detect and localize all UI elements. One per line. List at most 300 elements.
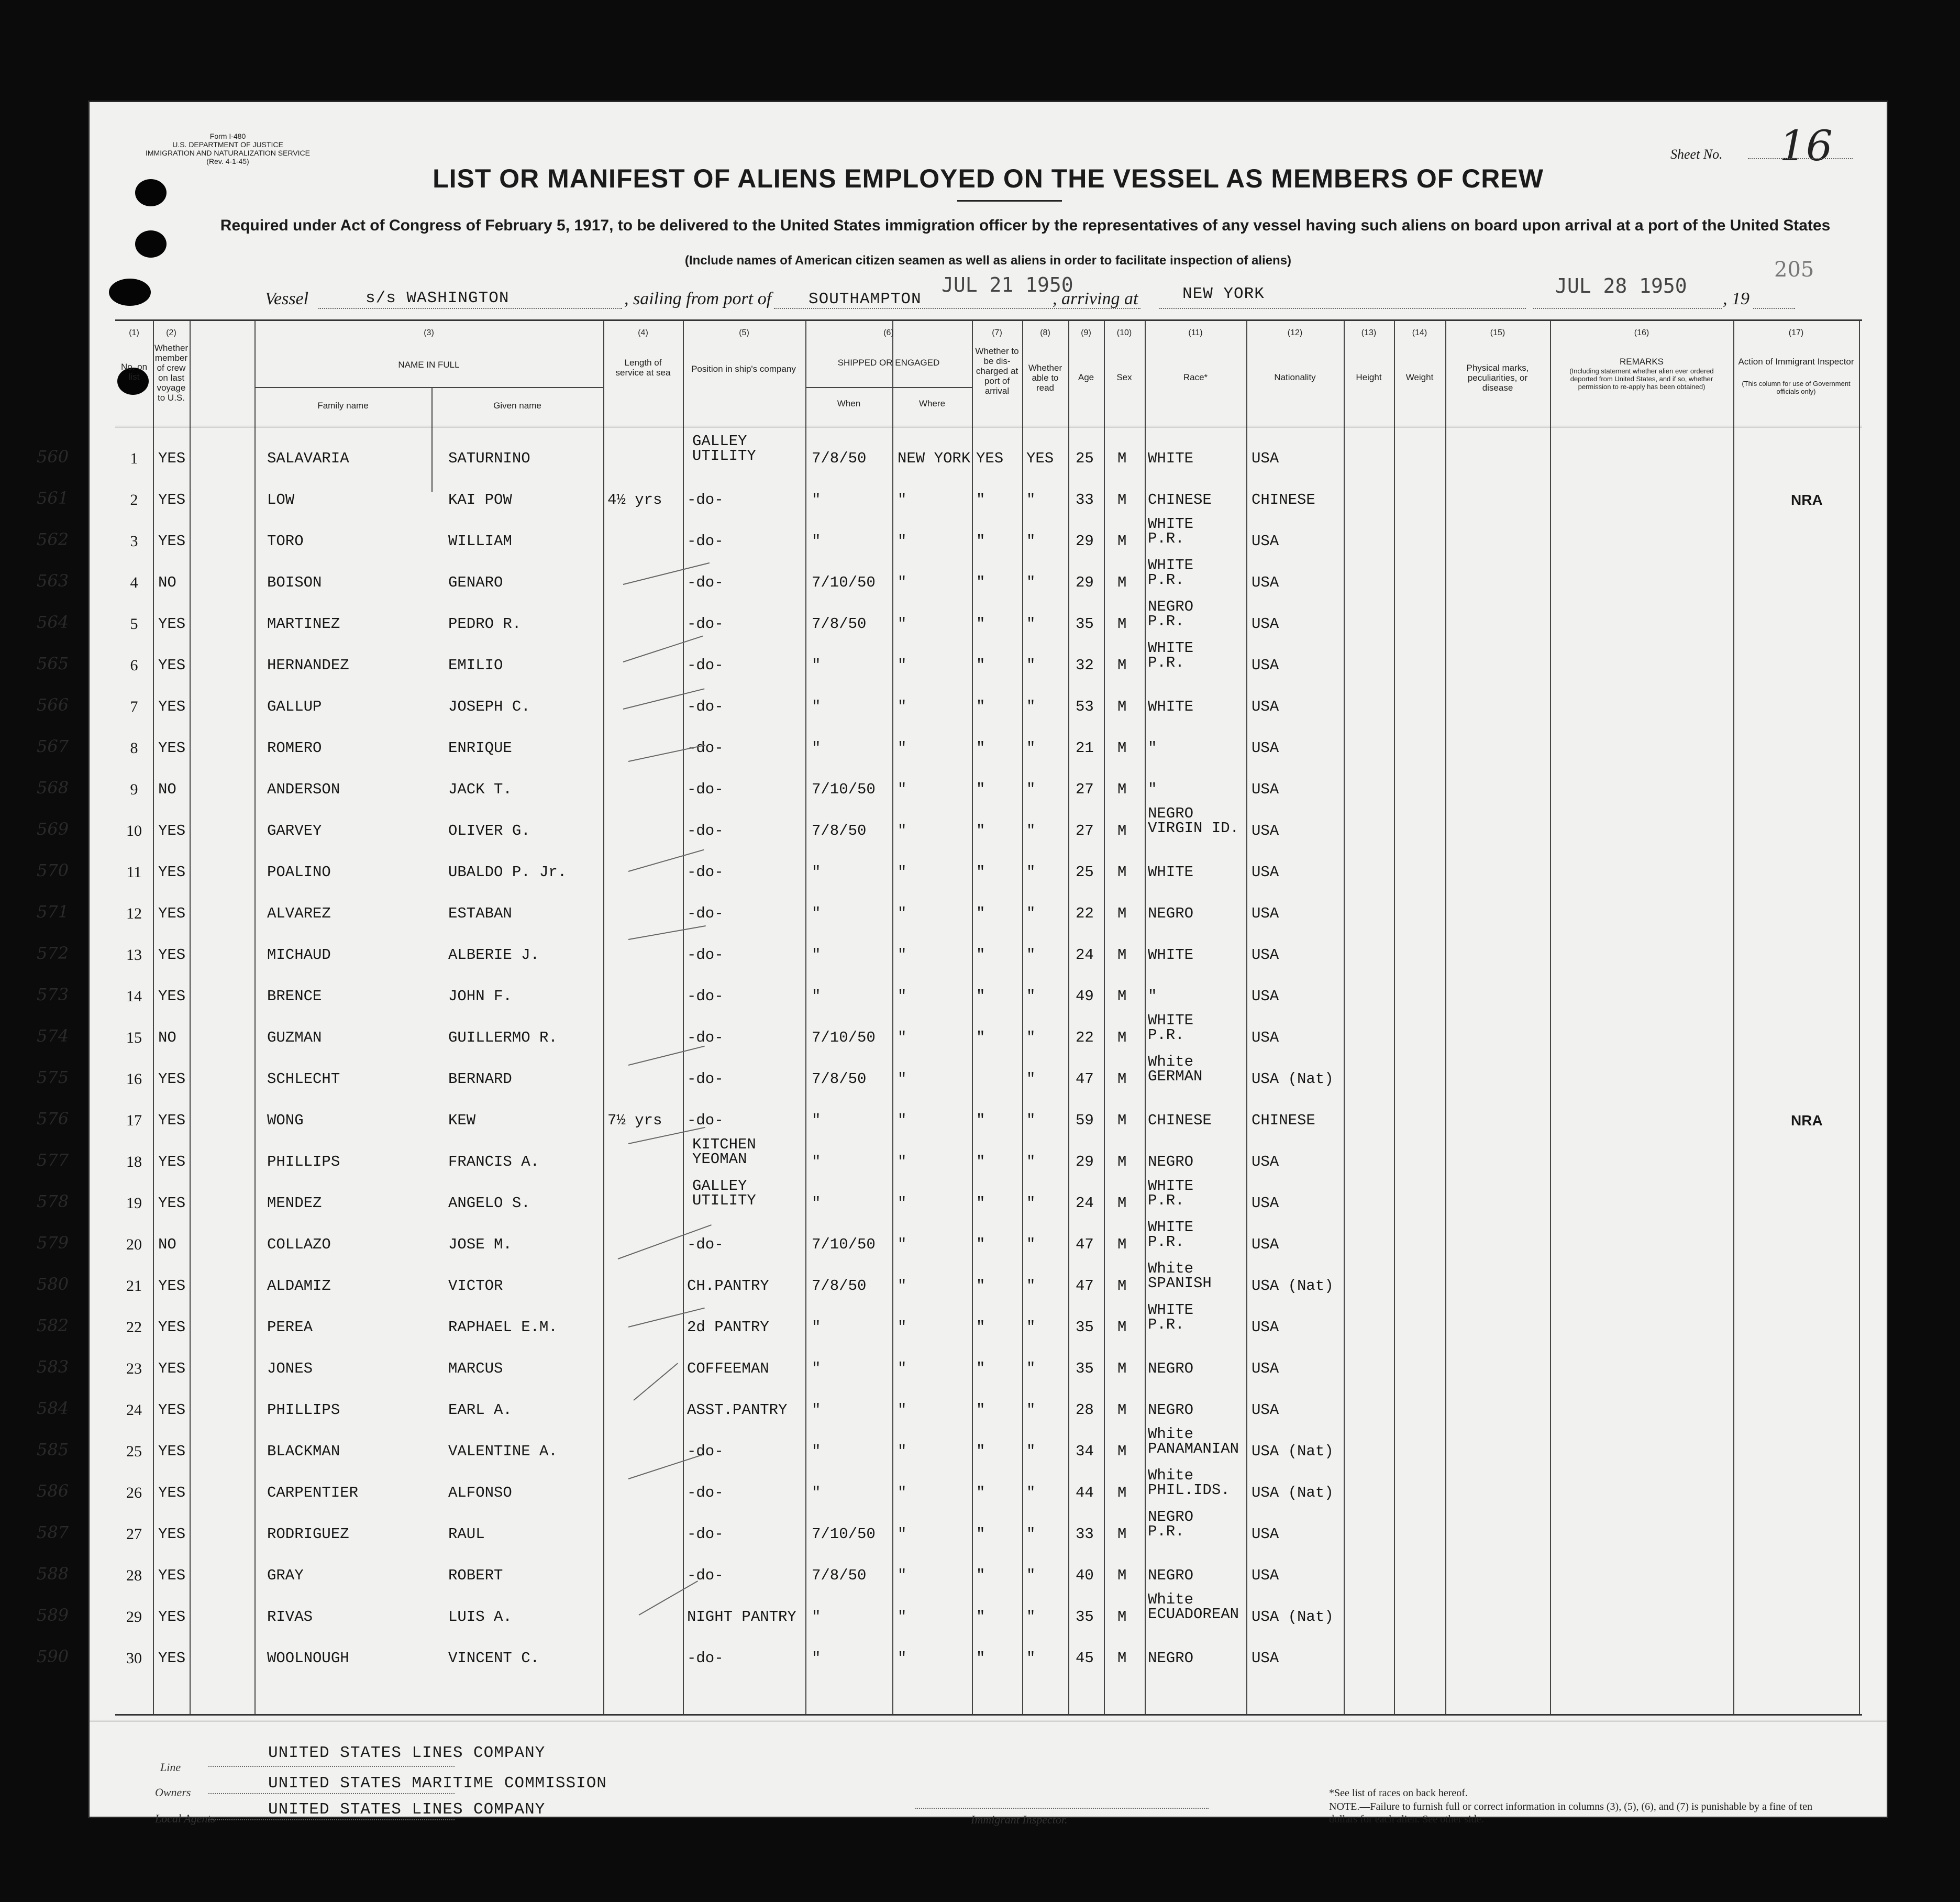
able-to-read: ": [1026, 615, 1036, 633]
discharged: ": [976, 574, 985, 591]
family-name: RIVAS: [267, 1608, 313, 1625]
line-underline: [208, 1766, 455, 1767]
age: 25: [1076, 864, 1094, 881]
family-name: GRAY: [267, 1567, 304, 1584]
family-name: LOW: [267, 491, 295, 508]
form-number: Form I-480: [209, 132, 246, 140]
nationality: USA: [1252, 905, 1279, 922]
line-number: 574: [37, 1026, 69, 1046]
position: ASST.PANTRY: [687, 1401, 788, 1419]
table-row: [37, 433, 1862, 481]
table-row: [37, 1177, 1862, 1226]
age: 45: [1076, 1650, 1094, 1667]
nationality: USA: [1252, 657, 1279, 674]
given-name: EARL A.: [448, 1401, 512, 1419]
shipped-when: ": [812, 1484, 821, 1501]
family-name: BOISON: [267, 574, 322, 591]
table-row: [37, 690, 1862, 729]
family-name: SALAVARIA: [267, 450, 349, 467]
shipped-when: ": [812, 533, 821, 550]
shipped-when: ": [812, 1319, 821, 1336]
position: -do-: [687, 822, 724, 839]
position: KITCHEN YEOMAN: [692, 1136, 756, 1168]
header-name-in-full: NAME IN FULL: [398, 360, 460, 370]
age: 32: [1076, 657, 1094, 674]
discharged: YES: [976, 450, 1004, 467]
line-number: 575: [37, 1067, 69, 1087]
header-remarks-detail: (Including statement whether alien ever ordered deported from United States, and if so, whether permission to re-apply has been obtained): [1569, 367, 1714, 391]
discharged: ": [976, 1319, 985, 1336]
age: 35: [1076, 615, 1094, 633]
header-action-detail: (This column for use of Government officials only): [1742, 380, 1851, 395]
discharged: ": [976, 1029, 985, 1046]
discharged: ": [976, 1153, 985, 1170]
list-number: 4: [130, 574, 138, 591]
list-number: 6: [130, 657, 138, 674]
header-discharged: Whether to be dis-charged at port of arrival: [975, 346, 1019, 396]
line-number: 572: [37, 943, 69, 963]
line-number: 568: [37, 778, 69, 798]
position: -do-: [687, 615, 724, 633]
crew-table: [37, 319, 1862, 1716]
position: -do-: [687, 533, 724, 550]
discharged: ": [976, 946, 985, 964]
line-number: 570: [37, 860, 69, 880]
position: -do-: [687, 1029, 724, 1046]
nationality: USA: [1252, 1567, 1279, 1584]
shipped-subheader-line: [805, 387, 972, 388]
able-to-read: ": [1026, 1236, 1036, 1253]
race: NEGRO: [1148, 1650, 1194, 1667]
able-to-read: ": [1026, 698, 1036, 715]
list-number: 12: [126, 905, 142, 922]
shipped-when: ": [812, 1650, 821, 1667]
shipped-where: ": [898, 905, 907, 922]
nationality: USA: [1252, 1029, 1279, 1046]
table-row: [37, 1053, 1862, 1102]
list-number: 29: [126, 1608, 142, 1625]
age: 49: [1076, 988, 1094, 1005]
col-num: (6): [883, 328, 894, 337]
shipped-where: ": [898, 1360, 907, 1377]
race: WHITE: [1148, 864, 1194, 881]
col-num: (17): [1788, 328, 1804, 337]
sailing-port: SOUTHAMPTON: [809, 290, 922, 308]
given-name: ANGELO S.: [448, 1195, 530, 1212]
sex: M: [1117, 698, 1127, 715]
table-row: [37, 897, 1862, 936]
sheet-number-underline: [1748, 158, 1853, 159]
list-number: 11: [126, 864, 142, 881]
table-row: [37, 731, 1862, 771]
shipped-where: NEW YORK: [898, 450, 971, 467]
shipped-when: 7/8/50: [812, 450, 867, 467]
race: ": [1148, 739, 1157, 757]
prev-voyage: YES: [158, 450, 186, 467]
given-name: ESTABAN: [448, 905, 512, 922]
list-number: 17: [126, 1112, 142, 1129]
shipped-where: ": [898, 1319, 907, 1336]
discharged: ": [976, 1236, 985, 1253]
shipped-where: ": [898, 1567, 907, 1584]
header-weight: Weight: [1405, 372, 1434, 382]
list-number: 18: [126, 1153, 142, 1170]
sex: M: [1117, 1153, 1127, 1170]
able-to-read: ": [1026, 533, 1036, 550]
nationality: USA: [1252, 781, 1279, 798]
shipped-when: ": [812, 1195, 821, 1212]
col-num: (12): [1287, 328, 1303, 337]
header-race: Race*: [1183, 372, 1208, 382]
list-number: 26: [126, 1484, 142, 1501]
given-name: VINCENT C.: [448, 1650, 540, 1667]
position: -do-: [687, 1650, 724, 1667]
discharged: ": [976, 864, 985, 881]
family-name: BLACKMAN: [267, 1443, 340, 1460]
shipped-when: 7/8/50: [812, 1070, 867, 1088]
position: -do-: [687, 905, 724, 922]
family-name: COLLAZO: [267, 1236, 331, 1253]
discharged: ": [976, 822, 985, 839]
sex: M: [1117, 615, 1127, 633]
col-num: (4): [638, 328, 648, 337]
race: NEGRO: [1148, 905, 1194, 922]
line-number: 589: [37, 1605, 69, 1625]
discharged: ": [976, 1567, 985, 1584]
given-name: GUILLERMO R.: [448, 1029, 558, 1046]
given-name: ALBERIE J.: [448, 946, 540, 964]
header-action: Action of Immigrant Inspector: [1738, 357, 1854, 367]
nationality: USA: [1252, 1650, 1279, 1667]
age: 21: [1076, 739, 1094, 757]
list-number: 14: [126, 988, 142, 1005]
age: 29: [1076, 533, 1094, 550]
shipped-when: ": [812, 657, 821, 674]
shipped-when: 7/10/50: [812, 1525, 876, 1543]
table-row: [37, 772, 1862, 812]
line-number: 563: [37, 571, 69, 591]
col-num: (16): [1634, 328, 1649, 337]
age: 22: [1076, 905, 1094, 922]
footer-note-races: *See list of races on back hereof.: [1329, 1787, 1468, 1799]
family-name: SCHLECHT: [267, 1070, 340, 1088]
shipped-where: ": [898, 1401, 907, 1419]
table-row: [37, 1301, 1862, 1350]
position: -do-: [687, 781, 724, 798]
footer-divider: [88, 1720, 1888, 1721]
table-row: [37, 639, 1862, 688]
shipped-when: ": [812, 1112, 821, 1129]
able-to-read: ": [1026, 1153, 1036, 1170]
nationality: USA: [1252, 1525, 1279, 1543]
shipped-where: ": [898, 1153, 907, 1170]
race: NEGRO: [1148, 1153, 1194, 1170]
family-name: GARVEY: [267, 822, 322, 839]
line-company: UNITED STATES LINES COMPANY: [268, 1744, 546, 1762]
manifest-page: [37, 101, 1888, 1826]
shipped-when: 7/10/50: [812, 1236, 876, 1253]
age: 29: [1076, 574, 1094, 591]
sex: M: [1117, 822, 1127, 839]
line-number: 565: [37, 654, 69, 673]
race: WHITE P.R.: [1148, 639, 1194, 671]
position: CH.PANTRY: [687, 1277, 769, 1295]
position: -do-: [687, 491, 724, 508]
header-prev-voyage: Whether member of crew on last voyage to U.S.: [154, 343, 189, 403]
col-num: (9): [1081, 328, 1091, 337]
line-number: 582: [37, 1315, 69, 1335]
arriving-label: , arriving at: [1053, 289, 1138, 308]
line-label: Line: [160, 1761, 181, 1774]
list-number: 8: [130, 739, 138, 757]
header-divider: [115, 426, 1862, 427]
prev-voyage: YES: [158, 491, 186, 508]
position: -do-: [687, 1236, 724, 1253]
position: -do-: [687, 1525, 724, 1543]
col-num: (10): [1116, 328, 1132, 337]
prev-voyage: NO: [158, 574, 176, 591]
nationality: USA: [1252, 1195, 1279, 1212]
col-num: (11): [1188, 328, 1203, 337]
shipped-when: ": [812, 491, 821, 508]
page-note: (Include names of American citizen seamen as well as aliens in order to facilitate inspection of aliens): [684, 253, 1292, 268]
discharged: ": [976, 1195, 985, 1212]
table-row: [37, 515, 1862, 564]
line-number: 590: [37, 1646, 69, 1666]
family-name: MENDEZ: [267, 1195, 322, 1212]
able-to-read: ": [1026, 822, 1036, 839]
line-number: 583: [37, 1357, 69, 1377]
prev-voyage: YES: [158, 1277, 186, 1295]
discharged: ": [976, 1443, 985, 1460]
col-num: (13): [1361, 328, 1377, 337]
age: 35: [1076, 1360, 1094, 1377]
shipped-when: ": [812, 739, 821, 757]
line-number: 579: [37, 1233, 69, 1253]
age: 34: [1076, 1443, 1094, 1460]
prev-voyage: YES: [158, 739, 186, 757]
prev-voyage: YES: [158, 1484, 186, 1501]
able-to-read: ": [1026, 739, 1036, 757]
stamp-number: 205: [1774, 258, 1814, 282]
nationality: CHINESE: [1252, 491, 1315, 508]
age: 47: [1076, 1277, 1094, 1295]
family-name: WONG: [267, 1112, 304, 1129]
family-name: WOOLNOUGH: [267, 1650, 349, 1667]
nationality: USA (Nat): [1252, 1484, 1334, 1501]
shipped-where: ": [898, 533, 907, 550]
shipped-where: ": [898, 1484, 907, 1501]
nationality: USA: [1252, 1319, 1279, 1336]
table-row: [37, 598, 1862, 647]
given-name: VALENTINE A.: [448, 1443, 558, 1460]
nationality: USA: [1252, 739, 1279, 757]
nationality: USA: [1252, 574, 1279, 591]
table-row: [37, 855, 1862, 895]
given-name: JOSE M.: [448, 1236, 512, 1253]
inspector-label: Immigrant Inspector.: [971, 1813, 1068, 1826]
sex: M: [1117, 1360, 1127, 1377]
given-name: RAPHAEL E.M.: [448, 1319, 558, 1336]
given-name: RAUL: [448, 1525, 485, 1543]
age: 27: [1076, 781, 1094, 798]
prev-voyage: YES: [158, 533, 186, 550]
shipped-when: 7/10/50: [812, 574, 876, 591]
shipped-when: 7/8/50: [812, 822, 867, 839]
race: NEGRO P.R.: [1148, 598, 1194, 630]
given-name: UBALDO P. Jr.: [448, 864, 567, 881]
discharged: ": [976, 1525, 985, 1543]
line-number: 567: [37, 736, 69, 756]
family-name: CARPENTIER: [267, 1484, 359, 1501]
list-number: 15: [126, 1029, 142, 1046]
discharged: ": [976, 698, 985, 715]
age: 35: [1076, 1319, 1094, 1336]
line-number: 573: [37, 985, 69, 1004]
shipped-where: ": [898, 1608, 907, 1625]
family-name: TORO: [267, 533, 304, 550]
sheet-number: 16: [1779, 121, 1833, 170]
prev-voyage: YES: [158, 698, 186, 715]
sex: M: [1117, 739, 1127, 757]
nationality: USA (Nat): [1252, 1070, 1334, 1088]
service-name: IMMIGRATION AND NATURALIZATION SERVICE: [146, 149, 310, 157]
header-height: Height: [1356, 372, 1382, 382]
discharged: ": [976, 1360, 985, 1377]
line-number: 584: [37, 1398, 69, 1418]
line-number: 585: [37, 1440, 69, 1459]
header-nationality: Nationality: [1274, 372, 1316, 382]
discharged: ": [976, 1401, 985, 1419]
owners-underline: [208, 1793, 455, 1794]
discharged: ": [976, 1608, 985, 1625]
family-name: ROMERO: [267, 739, 322, 757]
inspector-underline: [915, 1808, 1209, 1809]
shipped-where: ": [898, 1650, 907, 1667]
table-row: [37, 1425, 1862, 1474]
able-to-read: ": [1026, 1277, 1036, 1295]
shipped-when: 7/10/50: [812, 1029, 876, 1046]
position: -do-: [687, 574, 724, 591]
family-name: MICHAUD: [267, 946, 331, 964]
sex: M: [1117, 946, 1127, 964]
prev-voyage: YES: [158, 988, 186, 1005]
race: NEGRO VIRGIN ID.: [1148, 805, 1239, 837]
race: White PANAMANIAN: [1148, 1425, 1239, 1457]
table-row: [37, 557, 1862, 605]
age: 40: [1076, 1567, 1094, 1584]
prev-voyage: YES: [158, 1070, 186, 1088]
prev-voyage: YES: [158, 615, 186, 633]
given-name: OLIVER G.: [448, 822, 530, 839]
nationality: USA: [1252, 1236, 1279, 1253]
col-num: (5): [739, 328, 749, 337]
able-to-read: ": [1026, 905, 1036, 922]
punch-hole: [109, 279, 151, 306]
shipped-where: ": [898, 739, 907, 757]
able-to-read: ": [1026, 1608, 1036, 1625]
title-underline: [957, 200, 1062, 202]
nationality: USA: [1252, 822, 1279, 839]
sex: M: [1117, 1567, 1127, 1584]
col-num: (2): [166, 328, 176, 337]
able-to-read: ": [1026, 1195, 1036, 1212]
header-family-name: Family name: [317, 401, 369, 411]
col-num: (15): [1490, 328, 1505, 337]
position: -do-: [687, 1484, 724, 1501]
given-name: FRANCIS A.: [448, 1153, 540, 1170]
position: 2d PANTRY: [687, 1319, 769, 1336]
race: ": [1148, 781, 1157, 798]
sex: M: [1117, 905, 1127, 922]
nationality: CHINESE: [1252, 1112, 1315, 1129]
discharged: ": [976, 1650, 985, 1667]
age: 29: [1076, 1153, 1094, 1170]
family-name: POALINO: [267, 864, 331, 881]
line-number: 569: [37, 819, 69, 839]
service-length: 4½ yrs: [607, 491, 662, 508]
family-name: HERNANDEZ: [267, 657, 349, 674]
shipped-where: ": [898, 698, 907, 715]
list-number: 28: [126, 1567, 142, 1584]
list-number: 10: [126, 822, 142, 839]
family-name: RODRIGUEZ: [267, 1525, 349, 1543]
sex: M: [1117, 533, 1127, 550]
race: NEGRO: [1148, 1360, 1194, 1377]
position: -do-: [687, 739, 724, 757]
able-to-read: ": [1026, 1525, 1036, 1543]
header-read: Whether able to read: [1028, 363, 1062, 393]
header-no-on-list: No. on list: [120, 362, 148, 382]
line-number: 566: [37, 695, 69, 715]
sex: M: [1117, 1112, 1127, 1129]
nationality: USA: [1252, 864, 1279, 881]
prev-voyage: YES: [158, 822, 186, 839]
discharged: ": [976, 491, 985, 508]
able-to-read: ": [1026, 657, 1036, 674]
table-row: [37, 805, 1862, 854]
table-row: [37, 938, 1862, 978]
race: NEGRO: [1148, 1401, 1194, 1419]
shipped-where: ": [898, 491, 907, 508]
list-number: 30: [126, 1650, 142, 1667]
shipped-where: ": [898, 1277, 907, 1295]
list-number: 25: [126, 1443, 142, 1460]
shipped-where: ": [898, 1070, 907, 1088]
owners-company: UNITED STATES MARITIME COMMISSION: [268, 1774, 607, 1793]
position: -do-: [687, 864, 724, 881]
line-number: 586: [37, 1481, 69, 1501]
table-row: [37, 1393, 1862, 1433]
sex: M: [1117, 491, 1127, 508]
table-row: [37, 483, 1862, 523]
sex: M: [1117, 781, 1127, 798]
line-number: 564: [37, 612, 69, 632]
able-to-read: ": [1026, 781, 1036, 798]
form-identifier: [146, 132, 310, 165]
table-row: [37, 1136, 1862, 1185]
prev-voyage: YES: [158, 1567, 186, 1584]
list-number: 23: [126, 1360, 142, 1377]
sex: M: [1117, 1443, 1127, 1460]
col-num: (7): [992, 328, 1002, 337]
family-name: PHILLIPS: [267, 1153, 340, 1170]
col-num: (1): [129, 328, 139, 337]
race: White PHIL.IDS.: [1148, 1467, 1230, 1499]
sex: M: [1117, 574, 1127, 591]
line-number: 580: [37, 1274, 69, 1294]
able-to-read: ": [1026, 574, 1036, 591]
